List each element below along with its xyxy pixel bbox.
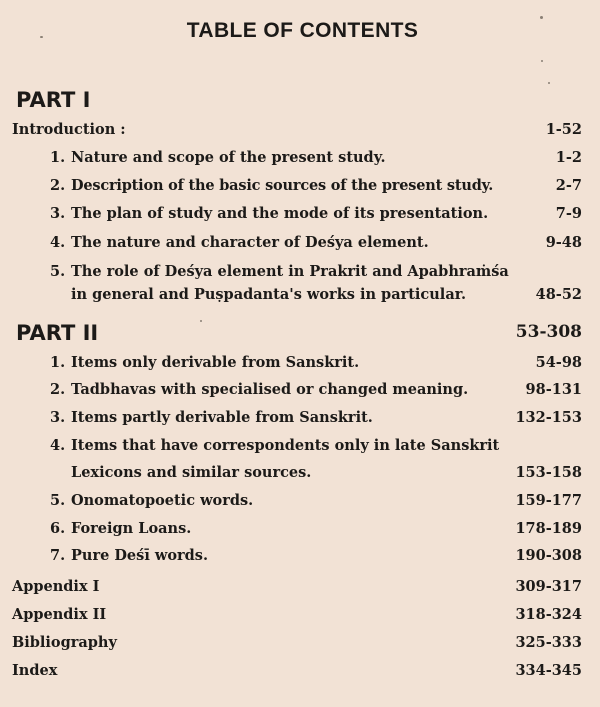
paper-speck bbox=[548, 82, 550, 84]
toc-entry-label: Index bbox=[12, 662, 58, 679]
toc-entry-pages: 178-189 bbox=[515, 520, 582, 537]
toc-entry-title: Items partly derivable from Sanskrit. bbox=[71, 409, 373, 426]
toc-entry-title: The plan of study and the mode of its presentation. bbox=[71, 205, 489, 222]
toc-entry-title: Onomatopoetic words. bbox=[71, 492, 254, 509]
toc-entry-number: 4. bbox=[50, 234, 66, 251]
page-title: TABLE OF CONTENTS bbox=[186, 19, 419, 42]
toc-entry-title: Foreign Loans. bbox=[71, 520, 192, 537]
toc-entry-number: 3. bbox=[50, 409, 66, 426]
toc-entry-pages: 153-158 bbox=[515, 464, 582, 481]
toc-entry-pages: 1-2 bbox=[555, 149, 582, 166]
toc-entry-number: 5. bbox=[50, 263, 66, 280]
toc-entry-number: 2. bbox=[50, 177, 66, 194]
toc-entry-pages: 2-7 bbox=[555, 177, 582, 194]
toc-entry-label: Appendix II bbox=[12, 606, 107, 623]
toc-entry-title: Pure Deśī words. bbox=[71, 547, 209, 564]
part-2-pages: 53-308 bbox=[515, 322, 582, 342]
toc-entry-number: 1. bbox=[50, 354, 66, 371]
toc-entry-title-line: The role of Deśya element in Prakrit and Apabhraṁśa bbox=[71, 263, 509, 280]
toc-entry-title: Tadbhavas with specialised or changed meaning. bbox=[71, 381, 469, 398]
toc-entry-pages: 325-333 bbox=[515, 634, 582, 651]
toc-entry-number: 5. bbox=[50, 492, 66, 509]
toc-entry-pages: 309-317 bbox=[515, 578, 582, 595]
toc-entry-pages: 98-131 bbox=[525, 381, 582, 398]
toc-entry-number: 4. bbox=[50, 437, 66, 454]
toc-entry-pages: 132-153 bbox=[515, 409, 582, 426]
paper-speck bbox=[200, 320, 202, 322]
toc-entry-number: 1. bbox=[50, 149, 66, 166]
toc-entry-title: Nature and scope of the present study. bbox=[71, 149, 386, 166]
toc-entry-label: Bibliography bbox=[12, 634, 117, 651]
toc-entry-pages: 54-98 bbox=[535, 354, 582, 371]
toc-entry-number: 6. bbox=[50, 520, 66, 537]
toc-entry-title: Items only derivable from Sanskrit. bbox=[71, 354, 360, 371]
toc-entry-pages: 190-308 bbox=[515, 547, 582, 564]
toc-entry-pages: 48-52 bbox=[535, 286, 582, 303]
part-1-heading: PART I bbox=[16, 88, 91, 112]
toc-entry-pages: 318-324 bbox=[515, 606, 582, 623]
toc-entry-title-line: Items that have correspondents only in late Sanskrit bbox=[71, 437, 500, 454]
toc-entry-number: 3. bbox=[50, 205, 66, 222]
toc-entry-number: 7. bbox=[50, 547, 66, 564]
toc-entry-pages: 9-48 bbox=[545, 234, 582, 251]
toc-entry-number: 2. bbox=[50, 381, 66, 398]
paper-speck bbox=[541, 60, 543, 62]
toc-entry-pages: 1-52 bbox=[545, 121, 582, 138]
toc-entry-title: Description of the basic sources of the present study. bbox=[71, 177, 494, 194]
toc-entry-label: Introduction : bbox=[12, 121, 126, 138]
toc-entry-title: The nature and character of Deśya element. bbox=[71, 234, 429, 251]
toc-entry-title-line: in general and Puṣpadanta's works in particular. bbox=[71, 286, 467, 303]
toc-entry-introduction bbox=[0, 121, 600, 141]
toc-entry-title-line: Lexicons and similar sources. bbox=[71, 464, 312, 481]
paper-speck bbox=[540, 16, 543, 19]
toc-entry-pages: 334-345 bbox=[515, 662, 582, 679]
toc-entry-label: Appendix I bbox=[12, 578, 100, 595]
toc-entry-pages: 7-9 bbox=[555, 205, 582, 222]
toc-entry-pages: 159-177 bbox=[515, 492, 582, 509]
part-2-heading: PART II bbox=[16, 321, 99, 345]
paper-speck bbox=[40, 36, 43, 38]
